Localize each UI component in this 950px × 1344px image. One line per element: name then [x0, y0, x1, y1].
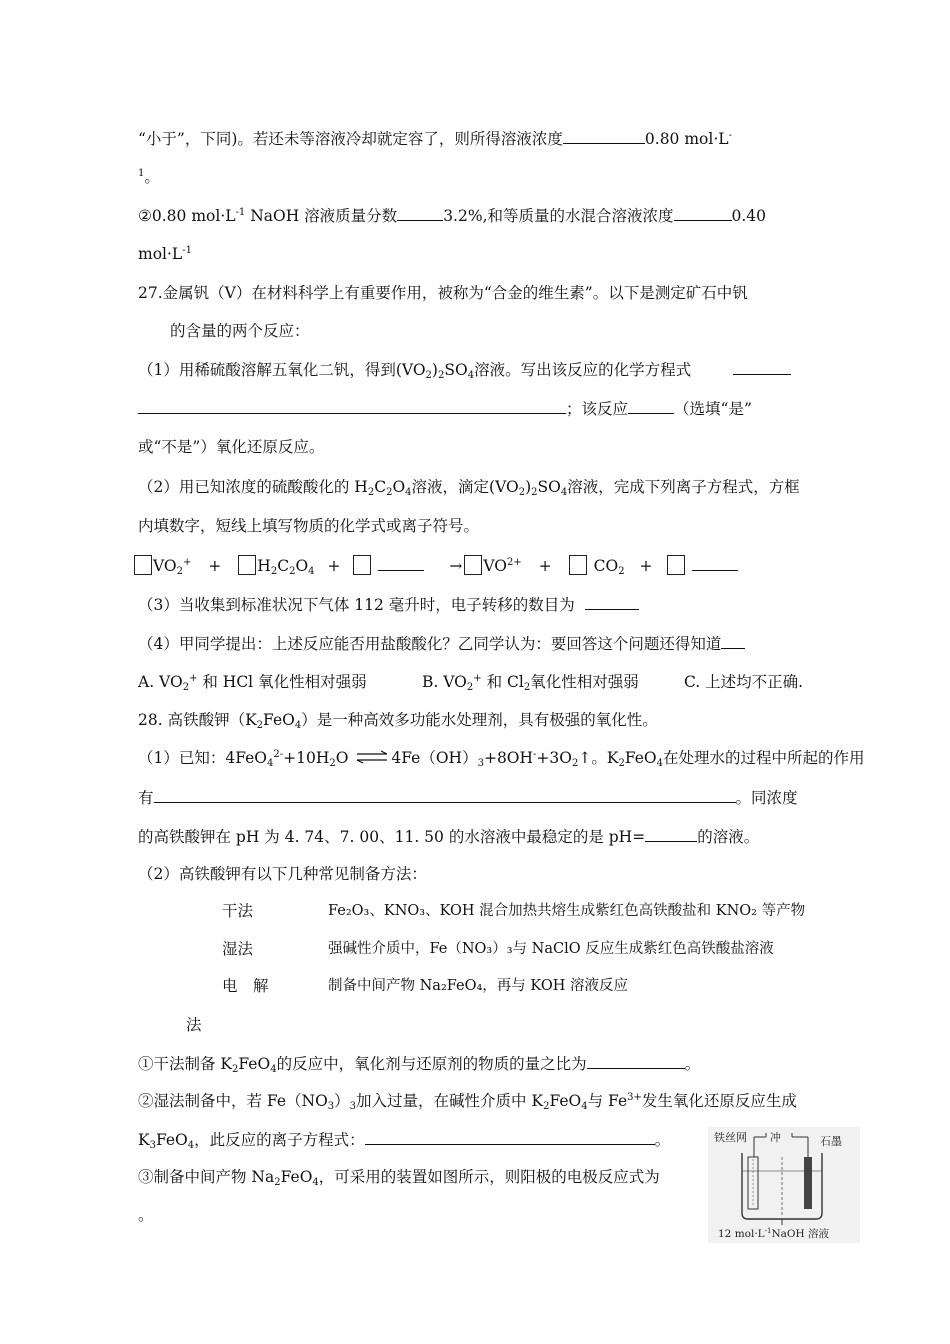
q27-part2: （2）用已知浓度的硫酸酸化的 $H_2C_2O_4$溶液，滴定$(VO_2)_2SO_4$溶液，完成下列离子方程式，方框 — [138, 478, 800, 498]
answer-blank[interactable] — [628, 398, 674, 414]
method-name: 电 解 — [222, 977, 269, 995]
answer-blank[interactable] — [733, 359, 791, 375]
question-28: 28. 高铁酸钾$(K_2FeO_4)$是一种高效多功能水处理剂，具有极强的氧化性。 — [138, 711, 658, 731]
method-desc: 强碱性介质中，Fe（NO₃）₃与 NaClO 反应生成紫红色高铁酸盐溶液 — [328, 941, 774, 957]
option-b: B. $VO_2^+$ 和 $Cl_2$氧化性相对强弱 — [422, 673, 639, 693]
answer-blank[interactable] — [645, 826, 697, 842]
answer-blank[interactable] — [585, 594, 639, 610]
sub-question-2: ②湿法制备中，若 $Fe(NO_3)_3$加入过量，在碱性介质中 $K_2FeO_4$与 $Fe^{3+}$发生氧化还原反应生成 — [138, 1092, 797, 1112]
figure-label-bottom-end: NaOH 溶液 — [771, 1228, 830, 1240]
method-name-cont: 法 — [186, 1016, 202, 1034]
figure-label-left: 铁丝网 — [714, 1131, 747, 1144]
species-blank[interactable] — [692, 555, 738, 571]
q28-part1-cont: 有 。同浓度 — [138, 789, 798, 807]
coefficient-box[interactable] — [134, 555, 152, 575]
sub-question-3-end: 。 — [138, 1206, 154, 1224]
answer-blank[interactable] — [154, 787, 736, 803]
species-blank[interactable] — [378, 555, 424, 571]
q27-part1: （1）用稀硫酸溶解五氧化二钒，得到$(VO_2)_2SO_4$溶液。写出该反应的化学方程式 — [138, 359, 791, 380]
q28-part1: （1）已知：$4FeO_4^{2-}+10H_2O$ $4Fe(OH)_3+8OH^-+3O_2↑$。$K_2FeO_4$在处理水的过程中所起的作用 — [138, 749, 865, 769]
equilibrium-arrow-icon — [355, 750, 389, 764]
answer-blank[interactable] — [721, 633, 745, 649]
line-1: “小于”，下同)。若还未等溶液冷却就定容了，则所得溶液浓度 0.80 mol·L- — [138, 130, 732, 148]
electrolysis-apparatus-figure — [708, 1127, 860, 1243]
q27-part3: （3）当收集到标准状况下气体 112 毫升时，电子转移的数目为 — [138, 594, 639, 615]
option-c: C. 上述均不正确. — [684, 673, 804, 691]
ion-equation: $VO_2^+ + H_2C_2O_4$ + → $VO^{2+} + CO_2$ + — [134, 555, 738, 576]
equation-blank[interactable] — [138, 398, 566, 414]
figure-label-mid: 冲 — [770, 1131, 781, 1144]
sub-question-3: ③制备中间产物 $Na_2FeO_4$，可采用的装置如图所示，则阳极的电极反应式为 — [138, 1168, 660, 1188]
question-27-cont: 的含量的两个反应： — [170, 322, 310, 340]
q27-part1-cont: ；该反应 （选填“是” — [138, 398, 752, 419]
q28-part2: （2）高铁酸钾有以下几种常见制备方法： — [138, 865, 427, 883]
question-27: 27.金属钒（V）在材料科学上有重要作用，被称为“合金的维生素”。以下是测定矿石中钒 — [138, 284, 748, 302]
coefficient-box[interactable] — [464, 555, 482, 575]
line-4: $mol\cdot L^{-1}$ — [138, 245, 192, 263]
answer-blank[interactable] — [587, 1053, 685, 1069]
method-name: 湿法 — [222, 940, 254, 958]
coefficient-box[interactable] — [569, 555, 587, 575]
sub-question-1: ①干法制备 $K_2FeO_4$的反应中，氧化剂与还原剂的物质的量之比为 。 — [138, 1055, 701, 1075]
answer-blank[interactable] — [397, 205, 443, 221]
method-name: 干法 — [222, 902, 254, 920]
coefficient-box[interactable] — [353, 555, 371, 575]
method-desc: Fe₂O₃、KNO₃、KOH 混合加热共熔生成紫红色高铁酸盐和 KNO₂ 等产物 — [328, 903, 806, 919]
equation-blank[interactable] — [365, 1129, 655, 1145]
q28-part1-end: 的高铁酸钾在 pH 为 4. 74、7. 00、11. 50 的水溶液中最稳定的是 pH= 的溶液。 — [138, 828, 760, 846]
q27-part4: （4）甲同学提出：上述反应能否用盐酸酸化？乙同学认为：要回答这个问题还得知道 — [138, 633, 745, 654]
q27-part2-cont: 内填数字，短线上填写物质的化学式或离子符号。 — [138, 517, 480, 535]
electrolysis-cell-icon — [708, 1127, 860, 1243]
answer-blank[interactable] — [563, 128, 645, 144]
coefficient-box[interactable] — [238, 555, 256, 575]
coefficient-box[interactable] — [667, 555, 685, 575]
figure-label-bottom: 12 mol·L — [718, 1228, 765, 1240]
option-a: A. $VO_2^+$ 和 HCl 氧化性相对强弱 — [138, 673, 367, 693]
q27-part1-end: 或“不是”）氧化还原反应。 — [138, 438, 325, 456]
line-3: ②0.80 $mol\cdot L^{-1}$ NaOH 溶液质量分数 3.2%,和等质量的水混合溶液浓度 0.40 — [138, 207, 767, 225]
line-2: $^1$。 — [138, 168, 160, 186]
sub-question-2-cont: $K_3FeO_4$，此反应的离子方程式： 。 — [138, 1131, 671, 1151]
svg-text:12 mol·L-1NaOH 溶液 — [718, 1227, 830, 1240]
answer-blank[interactable] — [674, 205, 732, 221]
figure-label-bottom-sup: -1 — [764, 1227, 772, 1235]
method-desc: 制备中间产物 Na₂FeO₄，再与 KOH 溶液反应 — [328, 978, 628, 994]
figure-label-right: 石墨 — [820, 1135, 842, 1148]
